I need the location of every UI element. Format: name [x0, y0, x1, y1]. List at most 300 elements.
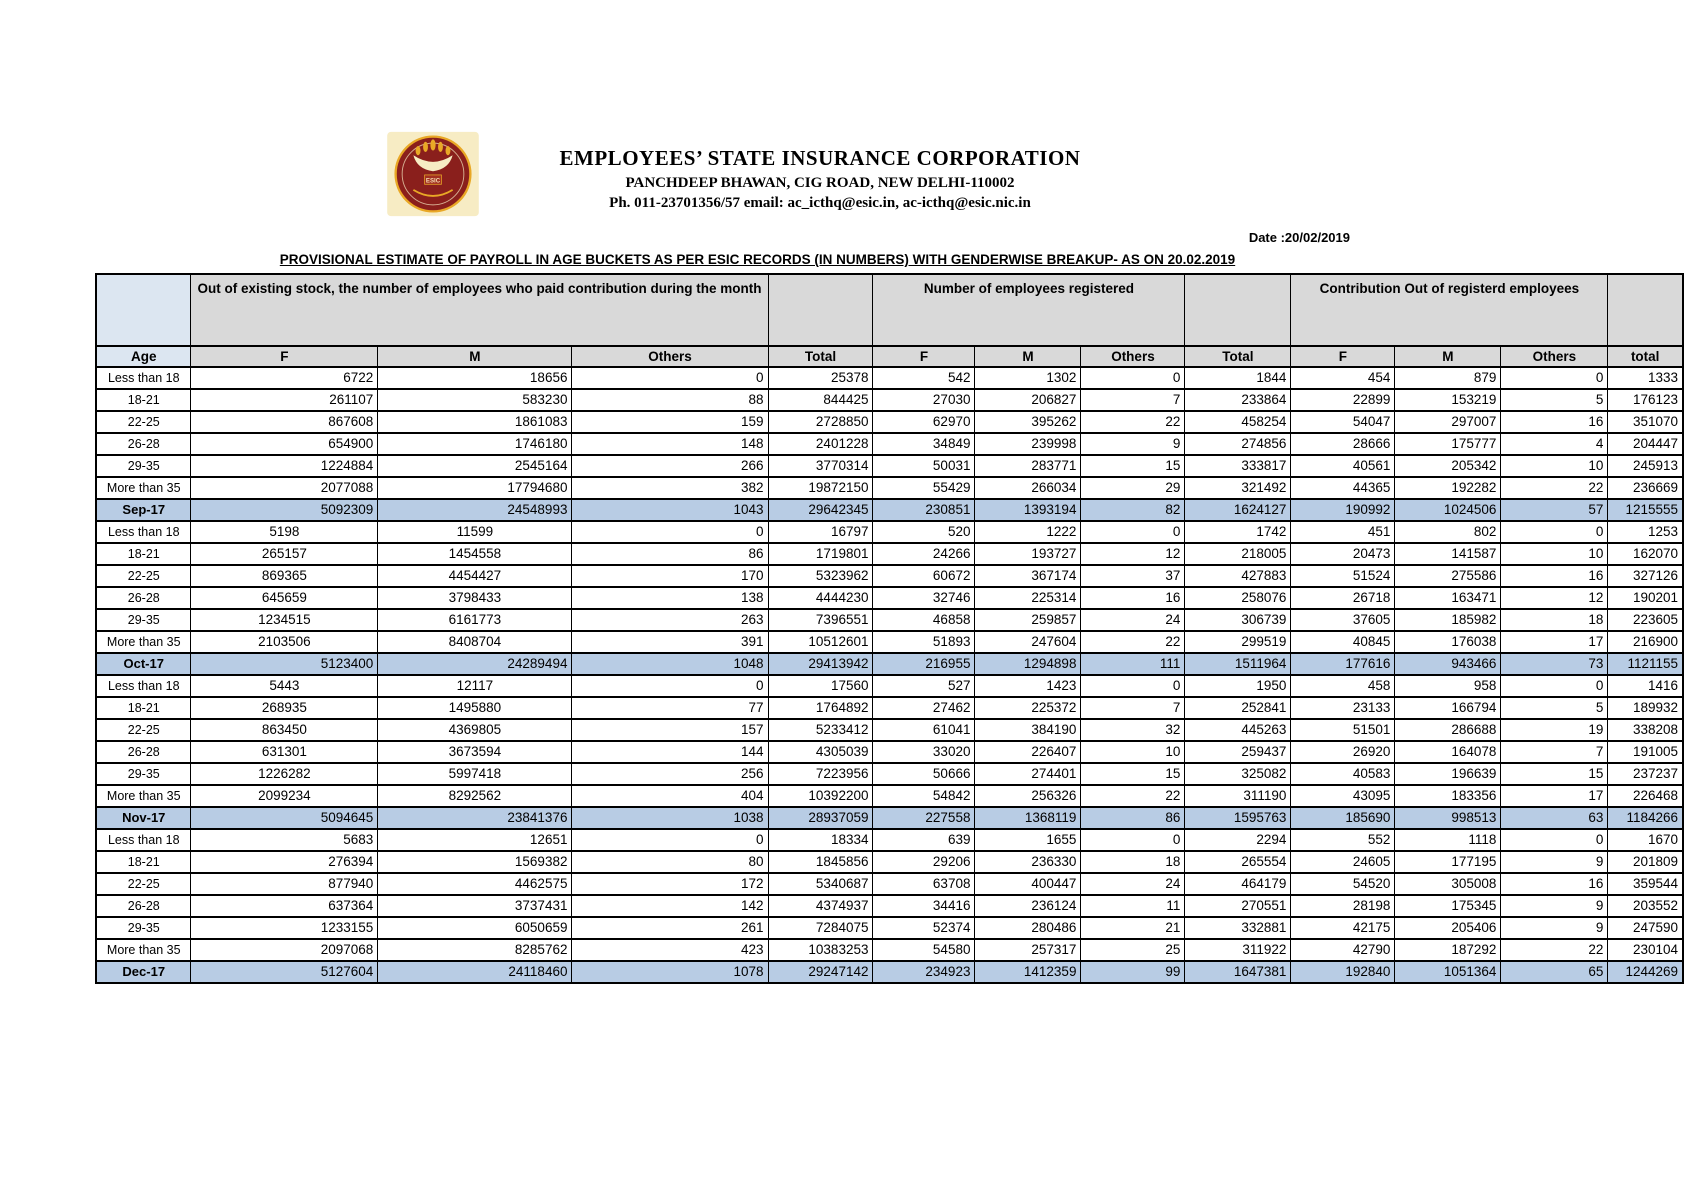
total-value-cell: 1624127: [1185, 499, 1291, 521]
value-cell: 7284075: [768, 917, 873, 939]
value-cell: 34849: [873, 433, 975, 455]
value-cell: 24266: [873, 543, 975, 565]
value-cell: 12117: [378, 675, 572, 697]
value-cell: 22899: [1291, 389, 1395, 411]
value-cell: 0: [572, 521, 768, 543]
value-cell: 256: [572, 763, 768, 785]
value-cell: 0: [572, 675, 768, 697]
total-value-cell: 5123400: [191, 653, 378, 675]
month-total-row: [96, 499, 1683, 521]
total-value-cell: 1024506: [1395, 499, 1501, 521]
total-value-cell: 1048: [572, 653, 768, 675]
value-cell: 20473: [1291, 543, 1395, 565]
value-cell: 5: [1501, 697, 1608, 719]
value-cell: 226407: [975, 741, 1081, 763]
total-value-cell: 192840: [1291, 961, 1395, 983]
value-cell: 16797: [768, 521, 873, 543]
org-address: PANCHDEEP BHAWAN, CIG ROAD, NEW DELHI-110002: [625, 175, 1015, 191]
value-cell: 5997418: [378, 763, 572, 785]
month-label-cell: Dec-17: [96, 961, 191, 983]
value-cell: 259857: [975, 609, 1081, 631]
value-cell: 5323962: [768, 565, 873, 587]
total-value-cell: 1294898: [975, 653, 1081, 675]
value-cell: 1118: [1395, 829, 1501, 851]
value-cell: 162070: [1608, 543, 1683, 565]
value-cell: 0: [1081, 367, 1185, 389]
month-label-cell: Nov-17: [96, 807, 191, 829]
value-cell: 32746: [873, 587, 975, 609]
value-cell: 4369805: [378, 719, 572, 741]
month-label-cell: Oct-17: [96, 653, 191, 675]
value-cell: 216900: [1608, 631, 1683, 653]
total-value-cell: 216955: [873, 653, 975, 675]
value-cell: 8285762: [378, 939, 572, 961]
value-cell: 8408704: [378, 631, 572, 653]
value-cell: 176038: [1395, 631, 1501, 653]
value-cell: 3673594: [378, 741, 572, 763]
value-cell: 338208: [1608, 719, 1683, 741]
value-cell: 4305039: [768, 741, 873, 763]
value-cell: 1950: [1185, 675, 1291, 697]
group-header-spacer: [1185, 274, 1291, 346]
value-cell: 138: [572, 587, 768, 609]
value-cell: 239998: [975, 433, 1081, 455]
value-cell: 51893: [873, 631, 975, 653]
age-cell: 18-21: [96, 543, 191, 565]
group-header: Out of existing stock, the number of employees who paid contribution during the month: [191, 274, 768, 346]
value-cell: 639: [873, 829, 975, 851]
age-data-row: [96, 917, 1683, 939]
value-cell: 63708: [873, 873, 975, 895]
age-data-row: [96, 631, 1683, 653]
value-cell: 236124: [975, 895, 1081, 917]
value-cell: 50666: [873, 763, 975, 785]
value-cell: 225372: [975, 697, 1081, 719]
month-total-row: [96, 653, 1683, 675]
value-cell: 1234515: [191, 609, 378, 631]
age-cell: More than 35: [96, 477, 191, 499]
value-cell: 77: [572, 697, 768, 719]
value-cell: 258076: [1185, 587, 1291, 609]
value-cell: 37: [1081, 565, 1185, 587]
age-data-row: [96, 609, 1683, 631]
value-cell: 236669: [1608, 477, 1683, 499]
value-cell: 51501: [1291, 719, 1395, 741]
total-value-cell: 99: [1081, 961, 1185, 983]
value-cell: 391: [572, 631, 768, 653]
value-cell: 332881: [1185, 917, 1291, 939]
value-cell: 802: [1395, 521, 1501, 543]
total-value-cell: 1393194: [975, 499, 1081, 521]
esic-logo-text: ESIC: [425, 178, 441, 185]
value-cell: 247590: [1608, 917, 1683, 939]
total-value-cell: 28937059: [768, 807, 873, 829]
value-cell: 351070: [1608, 411, 1683, 433]
column-header: F: [873, 346, 975, 367]
value-cell: 54047: [1291, 411, 1395, 433]
value-cell: 10: [1081, 741, 1185, 763]
value-cell: 205406: [1395, 917, 1501, 939]
value-cell: 0: [572, 367, 768, 389]
value-cell: 12: [1081, 543, 1185, 565]
age-cell: More than 35: [96, 631, 191, 653]
value-cell: 256326: [975, 785, 1081, 807]
age-data-row: [96, 763, 1683, 785]
age-data-row: [96, 389, 1683, 411]
total-value-cell: 5092309: [191, 499, 378, 521]
age-data-row: [96, 367, 1683, 389]
total-value-cell: 1368119: [975, 807, 1081, 829]
value-cell: 325082: [1185, 763, 1291, 785]
value-cell: 259437: [1185, 741, 1291, 763]
value-cell: 191005: [1608, 741, 1683, 763]
value-cell: 359544: [1608, 873, 1683, 895]
payroll-table: [95, 273, 1684, 984]
value-cell: 5443: [191, 675, 378, 697]
value-cell: 306739: [1185, 609, 1291, 631]
age-cell: Less than 18: [96, 521, 191, 543]
value-cell: 280486: [975, 917, 1081, 939]
value-cell: 263: [572, 609, 768, 631]
value-cell: 193727: [975, 543, 1081, 565]
value-cell: 400447: [975, 873, 1081, 895]
value-cell: 40583: [1291, 763, 1395, 785]
value-cell: 247604: [975, 631, 1081, 653]
age-data-row: [96, 851, 1683, 873]
value-cell: 218005: [1185, 543, 1291, 565]
value-cell: 2294: [1185, 829, 1291, 851]
value-cell: 637364: [191, 895, 378, 917]
value-cell: 16: [1081, 587, 1185, 609]
value-cell: 29: [1081, 477, 1185, 499]
group-header: Number of employees registered: [873, 274, 1185, 346]
value-cell: 166794: [1395, 697, 1501, 719]
value-cell: 24: [1081, 873, 1185, 895]
value-cell: 223605: [1608, 609, 1683, 631]
value-cell: 382: [572, 477, 768, 499]
total-value-cell: 1038: [572, 807, 768, 829]
age-cell: 18-21: [96, 697, 191, 719]
value-cell: 299519: [1185, 631, 1291, 653]
age-cell: 29-35: [96, 455, 191, 477]
value-cell: 142: [572, 895, 768, 917]
letterhead: [470, 146, 1170, 212]
value-cell: 148: [572, 433, 768, 455]
age-cell: 22-25: [96, 565, 191, 587]
value-cell: 0: [1501, 829, 1608, 851]
value-cell: 10512601: [768, 631, 873, 653]
total-value-cell: 1078: [572, 961, 768, 983]
value-cell: 5233412: [768, 719, 873, 741]
value-cell: 1333: [1608, 367, 1683, 389]
value-cell: 52374: [873, 917, 975, 939]
age-data-row: [96, 697, 1683, 719]
column-header: F: [1291, 346, 1395, 367]
value-cell: 265157: [191, 543, 378, 565]
value-cell: 7: [1081, 697, 1185, 719]
value-cell: 0: [572, 829, 768, 851]
value-cell: 10: [1501, 455, 1608, 477]
value-cell: 60672: [873, 565, 975, 587]
value-cell: 4: [1501, 433, 1608, 455]
value-cell: 1222: [975, 521, 1081, 543]
total-value-cell: 1511964: [1185, 653, 1291, 675]
value-cell: 192282: [1395, 477, 1501, 499]
value-cell: 5: [1501, 389, 1608, 411]
value-cell: 527: [873, 675, 975, 697]
value-cell: 305008: [1395, 873, 1501, 895]
value-cell: 2077088: [191, 477, 378, 499]
value-cell: 245913: [1608, 455, 1683, 477]
value-cell: 204447: [1608, 433, 1683, 455]
age-data-row: [96, 719, 1683, 741]
total-value-cell: 73: [1501, 653, 1608, 675]
value-cell: 631301: [191, 741, 378, 763]
value-cell: 11: [1081, 895, 1185, 917]
age-data-row: [96, 939, 1683, 961]
value-cell: 327126: [1608, 565, 1683, 587]
age-cell: 26-28: [96, 587, 191, 609]
value-cell: 183356: [1395, 785, 1501, 807]
value-cell: 24605: [1291, 851, 1395, 873]
age-cell: 26-28: [96, 433, 191, 455]
value-cell: 23133: [1291, 697, 1395, 719]
value-cell: 333817: [1185, 455, 1291, 477]
value-cell: 12: [1501, 587, 1608, 609]
value-cell: 844425: [768, 389, 873, 411]
value-cell: 159: [572, 411, 768, 433]
value-cell: 458254: [1185, 411, 1291, 433]
value-cell: 265554: [1185, 851, 1291, 873]
value-cell: 1454558: [378, 543, 572, 565]
value-cell: 37605: [1291, 609, 1395, 631]
value-cell: 10392200: [768, 785, 873, 807]
group-header-spacer: [768, 274, 873, 346]
value-cell: 205342: [1395, 455, 1501, 477]
total-value-cell: 82: [1081, 499, 1185, 521]
total-value-cell: 5127604: [191, 961, 378, 983]
value-cell: 17: [1501, 785, 1608, 807]
value-cell: 867608: [191, 411, 378, 433]
value-cell: 230104: [1608, 939, 1683, 961]
value-cell: 367174: [975, 565, 1081, 587]
value-cell: 1670: [1608, 829, 1683, 851]
value-cell: 1423: [975, 675, 1081, 697]
value-cell: 863450: [191, 719, 378, 741]
column-header: Age: [96, 346, 191, 367]
value-cell: 5198: [191, 521, 378, 543]
total-value-cell: 29413942: [768, 653, 873, 675]
value-cell: 454: [1291, 367, 1395, 389]
total-value-cell: 1184266: [1608, 807, 1683, 829]
value-cell: 1844: [1185, 367, 1291, 389]
value-cell: 16: [1501, 411, 1608, 433]
total-value-cell: 24118460: [378, 961, 572, 983]
age-data-row: [96, 675, 1683, 697]
value-cell: 4374937: [768, 895, 873, 917]
value-cell: 141587: [1395, 543, 1501, 565]
value-cell: 869365: [191, 565, 378, 587]
value-cell: 1655: [975, 829, 1081, 851]
column-header: M: [378, 346, 572, 367]
total-value-cell: 234923: [873, 961, 975, 983]
value-cell: 25378: [768, 367, 873, 389]
value-cell: 196639: [1395, 763, 1501, 785]
value-cell: 0: [1081, 675, 1185, 697]
age-data-row: [96, 433, 1683, 455]
total-value-cell: 65: [1501, 961, 1608, 983]
value-cell: 176123: [1608, 389, 1683, 411]
value-cell: 42175: [1291, 917, 1395, 939]
value-cell: 252841: [1185, 697, 1291, 719]
value-cell: 28198: [1291, 895, 1395, 917]
report-date: Date :20/02/2019: [1248, 230, 1350, 245]
esic-logo: [386, 131, 480, 217]
value-cell: 266034: [975, 477, 1081, 499]
value-cell: 24: [1081, 609, 1185, 631]
total-value-cell: 5094645: [191, 807, 378, 829]
value-cell: 190201: [1608, 587, 1683, 609]
value-cell: 0: [1501, 521, 1608, 543]
value-cell: 27030: [873, 389, 975, 411]
value-cell: 22: [1081, 785, 1185, 807]
value-cell: 3737431: [378, 895, 572, 917]
total-value-cell: 998513: [1395, 807, 1501, 829]
value-cell: 54842: [873, 785, 975, 807]
column-header: total: [1608, 346, 1683, 367]
value-cell: 22: [1501, 477, 1608, 499]
value-cell: 34416: [873, 895, 975, 917]
value-cell: 4454427: [378, 565, 572, 587]
value-cell: 1861083: [378, 411, 572, 433]
total-value-cell: 24548993: [378, 499, 572, 521]
value-cell: 404: [572, 785, 768, 807]
value-cell: 233864: [1185, 389, 1291, 411]
value-cell: 187292: [1395, 939, 1501, 961]
age-cell: Less than 18: [96, 367, 191, 389]
value-cell: 17794680: [378, 477, 572, 499]
value-cell: 163471: [1395, 587, 1501, 609]
value-cell: 1302: [975, 367, 1081, 389]
value-cell: 1742: [1185, 521, 1291, 543]
value-cell: 22: [1081, 631, 1185, 653]
value-cell: 8292562: [378, 785, 572, 807]
value-cell: 1226282: [191, 763, 378, 785]
value-cell: 451: [1291, 521, 1395, 543]
table-column-header-row: [96, 346, 1683, 367]
value-cell: 26718: [1291, 587, 1395, 609]
value-cell: 225314: [975, 587, 1081, 609]
value-cell: 6161773: [378, 609, 572, 631]
value-cell: 42790: [1291, 939, 1395, 961]
value-cell: 54580: [873, 939, 975, 961]
value-cell: 1224884: [191, 455, 378, 477]
value-cell: 2099234: [191, 785, 378, 807]
value-cell: 17560: [768, 675, 873, 697]
group-header-spacer: [96, 274, 191, 346]
total-value-cell: 1412359: [975, 961, 1081, 983]
value-cell: 4444230: [768, 587, 873, 609]
column-header: Others: [572, 346, 768, 367]
value-cell: 384190: [975, 719, 1081, 741]
value-cell: 50031: [873, 455, 975, 477]
value-cell: 464179: [1185, 873, 1291, 895]
value-cell: 185982: [1395, 609, 1501, 631]
age-cell: Less than 18: [96, 829, 191, 851]
value-cell: 9: [1501, 895, 1608, 917]
value-cell: 654900: [191, 433, 378, 455]
value-cell: 1719801: [768, 543, 873, 565]
value-cell: 2728850: [768, 411, 873, 433]
value-cell: 33020: [873, 741, 975, 763]
age-cell: 22-25: [96, 719, 191, 741]
value-cell: 1233155: [191, 917, 378, 939]
value-cell: 283771: [975, 455, 1081, 477]
value-cell: 15: [1501, 763, 1608, 785]
total-value-cell: 1215555: [1608, 499, 1683, 521]
total-value-cell: 1051364: [1395, 961, 1501, 983]
total-value-cell: 23841376: [378, 807, 572, 829]
value-cell: 22: [1501, 939, 1608, 961]
value-cell: 28666: [1291, 433, 1395, 455]
value-cell: 268935: [191, 697, 378, 719]
value-cell: 7396551: [768, 609, 873, 631]
total-value-cell: 63: [1501, 807, 1608, 829]
value-cell: 25: [1081, 939, 1185, 961]
total-value-cell: 1244269: [1608, 961, 1683, 983]
value-cell: 2103506: [191, 631, 378, 653]
age-data-row: [96, 829, 1683, 851]
total-value-cell: 1647381: [1185, 961, 1291, 983]
value-cell: 2097068: [191, 939, 378, 961]
value-cell: 0: [1501, 367, 1608, 389]
total-value-cell: 227558: [873, 807, 975, 829]
value-cell: 18: [1501, 609, 1608, 631]
esic-emblem-graphic: [386, 131, 480, 217]
value-cell: 311922: [1185, 939, 1291, 961]
value-cell: 7: [1501, 741, 1608, 763]
value-cell: 7223956: [768, 763, 873, 785]
value-cell: 203552: [1608, 895, 1683, 917]
value-cell: 18334: [768, 829, 873, 851]
age-cell: Less than 18: [96, 675, 191, 697]
value-cell: 7: [1081, 389, 1185, 411]
age-cell: 22-25: [96, 873, 191, 895]
value-cell: 172: [572, 873, 768, 895]
value-cell: 153219: [1395, 389, 1501, 411]
value-cell: 80: [572, 851, 768, 873]
value-cell: 237237: [1608, 763, 1683, 785]
value-cell: 29206: [873, 851, 975, 873]
value-cell: 61041: [873, 719, 975, 741]
total-value-cell: 86: [1081, 807, 1185, 829]
value-cell: 189932: [1608, 697, 1683, 719]
total-value-cell: 29247142: [768, 961, 873, 983]
value-cell: 16: [1501, 873, 1608, 895]
value-cell: 16: [1501, 565, 1608, 587]
age-data-row: [96, 543, 1683, 565]
value-cell: 22: [1081, 411, 1185, 433]
column-header: Total: [768, 346, 873, 367]
value-cell: 43095: [1291, 785, 1395, 807]
value-cell: 1845856: [768, 851, 873, 873]
value-cell: 877940: [191, 873, 378, 895]
age-cell: 29-35: [96, 609, 191, 631]
value-cell: 266: [572, 455, 768, 477]
value-cell: 55429: [873, 477, 975, 499]
table-group-header-row: [96, 274, 1683, 346]
value-cell: 11599: [378, 521, 572, 543]
